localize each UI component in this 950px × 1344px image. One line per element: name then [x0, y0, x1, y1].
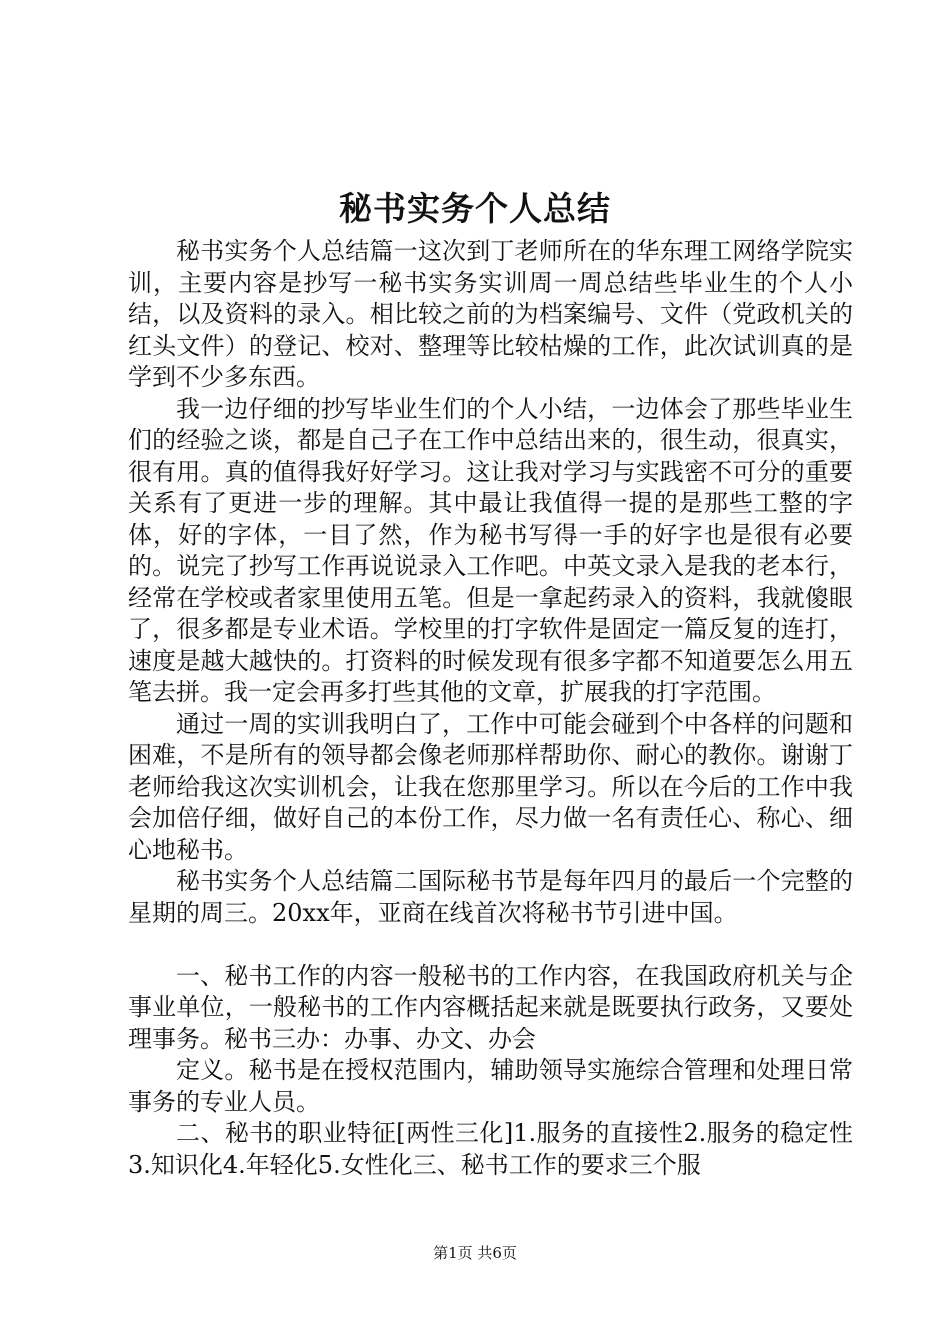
- paragraph-1: 秘书实务个人总结篇一这次到丁老师所在的华东理工网络学院实训，主要内容是抄写一秘书实务实训周一周总结些毕业生的个人小结，以及资料的录入。相比较之前的为档案编号、文件（党政机关的红头文件）的登记、校对、整理等比较枯燥的工作，此次试训真的是学到不少多东西。: [128, 237, 853, 391]
- document-body: [128, 236, 853, 1181]
- paragraph-3: 通过一周的实训我明白了，工作中可能会碰到个中各样的问题和困难，不是所有的领导都会像老师那样帮助你、耐心的教你。谢谢丁老师给我这次实训机会，让我在您那里学习。所以在今后的工作中我会加倍仔细，做好自己的本份工作，尽力做一名有责任心、称心、细心地秘书。: [128, 709, 853, 864]
- paragraph-7: 二、秘书的职业特征[两性三化]1.服务的直接性2.服务的稳定性3.知识化4.年轻化5.女性化三、秘书工作的要求三个服: [128, 1119, 853, 1179]
- page-footer: 第1页 共6页: [433, 1244, 517, 1262]
- paragraph-6: 定义。秘书是在授权范围内，辅助领导实施综合管理和处理日常事务的专业人员。: [128, 1056, 853, 1116]
- paragraph-2: 我一边仔细的抄写毕业生们的个人小结，一边体会了那些毕业生们的经验之谈，都是自己子在工作中总结出来的，很生动，很真实，很有用。真的值得我好好学习。这让我对学习与实践密不可分的重要关系有了更进一步的理解。其中最让我值得一提的是那些工整的字体，好的字体，一目了然，作为秘书写得一手的好字也是很有必要的。说完了抄写工作再说说录入工作吧。中英文录入是我的老本行，经常在学校或者家里使用五笔。但是一拿起药录入的资料，我就傻眼了，很多都是专业术语。学校里的打字软件是固定一篇反复的连打，速度是越大越快的。打资料的时候发现有很多字都不知道要怎么用五笔去拼。我一定会再多打些其他的文章，扩展我的打字范围。: [128, 394, 853, 706]
- paragraph-4: 秘书实务个人总结篇二国际秘书节是每年四月的最后一个完整的星期的周三。20xx年，亚商在线首次将秘书节引进中国。: [128, 867, 853, 927]
- document-title: 秘书实务个人总结: [339, 189, 611, 228]
- paragraph-spacer: [128, 929, 853, 961]
- paragraph-5: 一、秘书工作的内容一般秘书的工作内容，在我国政府机关与企事业单位，一般秘书的工作内容概括起来就是既要执行政务，又要处理事务。秘书三办：办事、办文、办会: [128, 961, 853, 1053]
